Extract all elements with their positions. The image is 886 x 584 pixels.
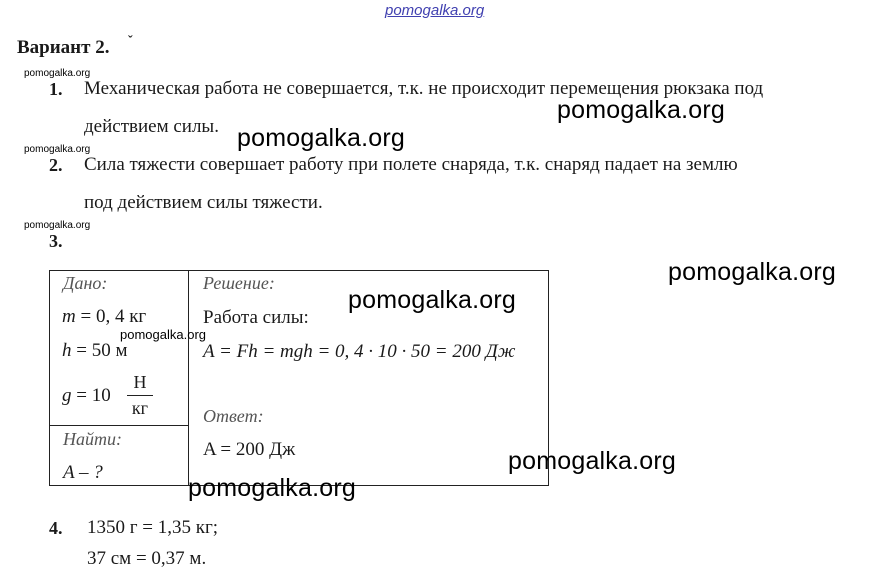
given-gravity: g = 10 — [62, 385, 111, 406]
table-divider — [188, 270, 189, 485]
fraction-denominator: кг — [131, 398, 149, 418]
item-text-line: Сила тяжести совершает работу при полете снаряда, т.к. снаряд падает на землю — [84, 154, 738, 175]
unit-fraction — [127, 372, 153, 419]
item-number: 2. — [49, 155, 63, 175]
item-number: 3. — [49, 231, 63, 251]
table-divider — [49, 425, 189, 426]
fraction-bar — [127, 395, 153, 396]
work-formula: A = Fh = mgh = 0, 4 · 10 · 50 = 200 Дж — [203, 341, 516, 362]
small-watermark: pomogalka.org — [24, 220, 91, 231]
item-text-line: действием силы. — [84, 116, 219, 137]
item-text-line: под действием силы тяжести. — [84, 192, 323, 213]
top-watermark: pomogalka.org — [385, 2, 485, 19]
given-height: h = 50 м — [62, 340, 128, 361]
item-number: 1. — [49, 79, 63, 99]
solution-intro: Работа силы: — [203, 307, 309, 328]
item-text-line: Механическая работа не совершается, т.к. не происходит перемещения рюкзака под — [84, 78, 764, 99]
big-watermark: pomogalka.org — [508, 447, 676, 475]
big-watermark: pomogalka.org — [668, 258, 836, 286]
medium-watermark: pomogalka.org — [120, 327, 206, 342]
big-watermark: pomogalka.org — [237, 124, 405, 152]
big-watermark: pomogalka.org — [348, 286, 516, 314]
big-watermark: pomogalka.org — [557, 96, 725, 124]
heading-mark: ˇ — [128, 34, 133, 49]
answer-label: Ответ: — [203, 406, 264, 426]
variant-heading: Вариант 2. — [17, 37, 110, 58]
given-label: Дано: — [63, 273, 108, 293]
answer-value: A = 200 Дж — [203, 439, 296, 460]
solution-label: Решение: — [203, 273, 275, 293]
big-watermark: pomogalka.org — [188, 474, 356, 502]
item-text-line: 1350 г = 1,35 кг; — [87, 517, 219, 538]
find-value: A – ? — [63, 462, 103, 483]
fraction-numerator: Н — [133, 372, 147, 392]
item-number: 4. — [49, 518, 63, 538]
item-text-line: 37 см = 0,37 м. — [87, 548, 207, 569]
find-label: Найти: — [63, 429, 122, 449]
given-mass: m = 0, 4 кг — [62, 306, 147, 327]
small-watermark: pomogalka.org — [24, 144, 91, 155]
small-watermark: pomogalka.org — [24, 68, 91, 79]
